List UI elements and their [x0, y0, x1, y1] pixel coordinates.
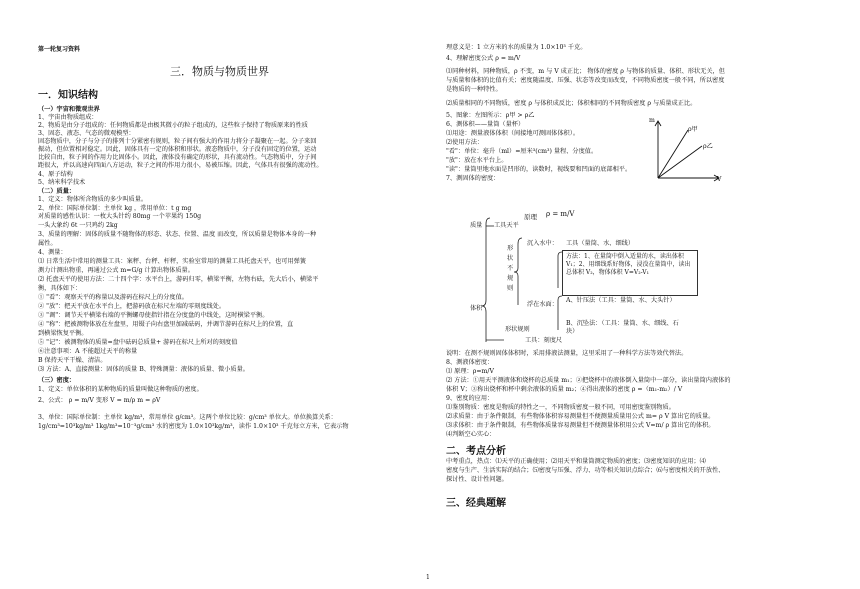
- left-text-line: 测力计测出物重，再通过公式 m=G/g 计算出物体质量。: [38, 267, 194, 274]
- right-text-line: ⑵质量相同的不同物质，密度 ρ 与体积成反比；体积相同的不同物质密度 ρ 与质量成正比。: [446, 100, 697, 107]
- left-text-line: 衡，具体如下：: [38, 285, 82, 292]
- diagram-float-label: 浮在水面：: [527, 301, 558, 308]
- right-text-line: ⑷判断空心实心：: [446, 431, 496, 438]
- page-title: 三．物质与物质世界: [170, 65, 269, 78]
- right-text-line: 5、图象：左图所示：ρ甲 > ρ乙: [446, 112, 535, 119]
- right-text-line: 说明：在测不规则固体体积时，采用排液法测量，这里采用了一种科学方法等效代替法。: [446, 350, 688, 357]
- right-text-line: 4、理解密度公式 ρ = m/V: [446, 55, 521, 62]
- left-text-line: （一）宇宙和微观世界: [38, 106, 100, 113]
- left-text-line: 5、纳米科学技术: [38, 179, 86, 186]
- right-text-line: "读"：量筒里地水面是凹形的，读数时，视线要和凹面的底部相平。: [446, 166, 632, 173]
- left-text-line: 距很大，并以高速向四面八方运动，粒子之间的作用力很小，易被压缩。因此，气体具有很强的流动性。: [38, 162, 323, 169]
- left-text-line: ④ "称"：把被测物体放在左盘里，用镊子向右盘里加减砝码，并调节游码在标尺上的位置，直: [38, 321, 294, 328]
- left-text-line: 1、宇宙由物质组成：: [38, 114, 98, 121]
- left-text-line: 属性。: [38, 240, 57, 247]
- diagram-regular-tool: 工具：刻度尺: [525, 337, 563, 344]
- right-text-line: "放"：放在水平台上。: [446, 157, 508, 164]
- diagram-float-b: B、沉坠法：（工具：量筒、水、细线、石块）: [566, 320, 679, 335]
- right-text-line: ⑴同种材料，同种物质，ρ 不变，m 与 V 成正比； 物体的密度 ρ 与物体的质量、体积、形状无关，但: [446, 68, 725, 75]
- left-text-line: （二）质量：: [38, 188, 76, 195]
- left-text-line: 一头大象约 6t 一只鸡约 2kg: [38, 222, 118, 229]
- right-text-line: 密度与生产、生活实际的结合；⑸密度与压强、浮力、功等相关知识点综合；⑹与密度相关的开放性、: [446, 467, 725, 474]
- right-text-line: 7、测固体的密度：: [446, 175, 500, 182]
- diagram-regular-label: 形状规则: [505, 326, 530, 333]
- right-text-line: ⑵求质量：由于条件限制，有些物体体积容易测量但不便测量质量用公式 m= ρ V 算出它的质量。: [446, 413, 715, 420]
- left-text-line: 2、物质是由分子组成的：任何物质都是由极其微小的粒子组成的，这些粒子保持了物质原来的性质: [38, 122, 308, 129]
- diagram-sink-tools: 工具（量筒、水、细线）: [566, 240, 635, 247]
- diagram-sink-method-box: 方法：1、在量筒中倒入适量的水，读出体积 V₁；2、用细线系好物体，浸没在量筒中，读出总体积 V₂，物体体积 V=V₂-V₁: [562, 250, 698, 296]
- right-text-line: ⑵使用方法：: [446, 139, 484, 146]
- left-text-line: 3、固态、液态、气态的微观模型：: [38, 130, 135, 137]
- right-text-line: ⑵ 方法：①用天平测液体和烧杯的总质量 m₁；②把烧杯中的液体倒入量筒中一部分，读出量筒内液体的: [446, 377, 731, 384]
- right-text-line: 6、测体积——量筒（量杯）: [446, 121, 525, 128]
- left-text-line: 比较自由，粒子间的作用力比固体小。因此，液体没有确定的形状，具有流动性。气态物质中，分子间: [38, 154, 317, 161]
- right-text-line: 是物质的一种特性。: [446, 86, 502, 93]
- right-text-line: ⑴用途：测量液体体积（间接地可测固体体积）。: [446, 130, 580, 137]
- diagram-float-a: A、针压法（工具：量筒、水、大头针）: [566, 297, 676, 304]
- diagram-mass-label: 质量: [470, 222, 483, 229]
- diagram-formula: ρ = m/V: [546, 210, 575, 218]
- diagram-volume-label: 体积: [470, 305, 483, 312]
- header-label: 第一轮复习资料: [38, 46, 81, 53]
- left-text-line: 到横梁恢复平衡。: [38, 330, 88, 337]
- left-text-line: ③ "调"：调节天平横梁右端的平衡螺母使指针指在分度盘的中线处，这时横梁平衡。: [38, 312, 269, 319]
- right-text-line: 探讨性、设计性问题。: [446, 476, 508, 483]
- section-heading: 一．知识结构: [38, 90, 98, 101]
- left-text-line: 4、原子结构: [38, 171, 73, 178]
- left-text-line: 3、单位：国际单位制：主单位 kg/m³，常用单位 g/cm³。这两个单位比较：g/cm³ 单位大。单位换算关系：: [38, 414, 337, 421]
- left-text-line: 对质量的感性认识：一枚大头针约 80mg 一个苹果约 150g: [38, 213, 202, 220]
- left-text-line: ⑴ 日常生活中常用的测量工具：案秤、台秤、杆秤，实验室常用的测量工具托盘天平，也可用弹簧: [38, 258, 307, 265]
- right-text-line: 理意义是：1 立方米的水的质量为 1.0×10³ 千克。: [446, 44, 587, 51]
- graph-x-label: V: [717, 176, 722, 183]
- left-text-line: 固态物质中，分子与分子的排列十分紧密有规则，粒子间有强大的作用力将分子凝聚在一起。分子来回: [38, 138, 317, 145]
- right-text-line: "看"：单位：毫升（ml）=厘米³(cm³) 量程、分度值。: [446, 148, 598, 155]
- left-text-line: ② "放"：把天平放在水平台上，把游码放在标尺左端的零刻度线处。: [38, 303, 226, 310]
- left-text-line: ⑵ 托盘天平的使用方法：二十四个字：水平台上，游码归零，横梁平衡，左物右砝，先大后小，横梁平: [38, 276, 319, 283]
- section-heading: 二、考点分析: [446, 446, 506, 457]
- left-text-line: B 保持天平干燥、清洁。: [38, 357, 107, 364]
- left-text-line: 2、公式： ρ = m/V 变形 V = m/ρ m = ρV: [38, 397, 161, 404]
- left-text-line: （三）密度：: [38, 377, 76, 384]
- page-number: 1: [426, 574, 430, 581]
- right-text-line: 9、密度的应用：: [446, 395, 494, 402]
- left-text-line: ⑥注意事项：A 不能超过天平的称量: [38, 348, 138, 355]
- left-text-line: 2、单位：国际单位制：主单位 kg ，常用单位：t g mg: [38, 205, 192, 212]
- left-text-line: 3、质量的理解：固体的质量不随物体的形态、状态、位置、温度 而改变，所以质量是物体本身的一种: [38, 231, 317, 238]
- right-text-line: 中考重点，热点：⑴天平的正确使用；⑵用天平和量筒测定物质的密度；⑶密度知识的应用；⑷: [446, 458, 706, 465]
- left-text-line: 1、定义：单位体积的某种物质的质量叫做这种物质的密度。: [38, 386, 203, 393]
- graph-line-a-label: ρ甲: [688, 126, 698, 133]
- right-text-line: 体积 V；③称出烧杯和杯中剩余液体的质量 m₂；④得出液体的密度 ρ =（m₁-m₂）/ V: [446, 386, 683, 393]
- left-text-line: 1g/cm³=10³kg/m³ 1kg/m³=10⁻³g/cm³ 水的密度为 1.0×10³kg/m³，读作 1.0×10³ 千克每立方米，它表示物: [38, 423, 349, 430]
- right-text-line: 8、测液体密度：: [446, 359, 494, 366]
- left-text-line: ⑤ "记"：被测物体的质量=盘中砝码总质量+ 游码在标尺上所对的刻度值: [38, 339, 238, 346]
- right-text-line: 与质量和体积的比值有关；密度随温度、压强、状态等改变而改变，不同物质密度一般不同，所以密度: [446, 77, 725, 84]
- left-text-line: ① "看"：观察天平的称量以及游码在标尺上的分度值。: [38, 294, 188, 301]
- section-heading: 三、经典题解: [446, 498, 506, 509]
- left-text-line: ⑶ 方法：A、直接测量：固体的质量 B、特殊测量：液体的质量、微小质量。: [38, 366, 249, 373]
- right-text-line: ⑶求体积：由于条件限制，有些物体质量容易测量但不便测量体积用公式 V=m/ ρ 算出它的体积。: [446, 422, 715, 429]
- diagram-tool-label: 工具天平: [494, 222, 519, 229]
- left-text-line: 4、测量：: [38, 249, 67, 256]
- diagram-sink-label: 沉入水中：: [527, 240, 558, 247]
- mass-volume-graph: [650, 118, 760, 188]
- diagram-shape-label: 形状不规则: [507, 245, 514, 292]
- left-text-line: 振动，但位置相对稳定。因此，固体具有一定的体积和形状。液态物质中，分子没有固定的位置，运动: [38, 146, 317, 153]
- graph-line-b-label: ρ乙: [703, 143, 713, 150]
- right-text-line: ⑴ 原理：ρ=m/V: [446, 368, 494, 375]
- left-text-line: 1、定义：物体所含物质的多少叫质量。: [38, 196, 148, 203]
- graph-y-label: m: [649, 117, 655, 124]
- right-text-line: ⑴鉴别物质：密度是物质的特性之一，不同物质密度一般不同，可用密度鉴别物质。: [446, 404, 675, 411]
- diagram-principle-label: 原理: [524, 213, 537, 221]
